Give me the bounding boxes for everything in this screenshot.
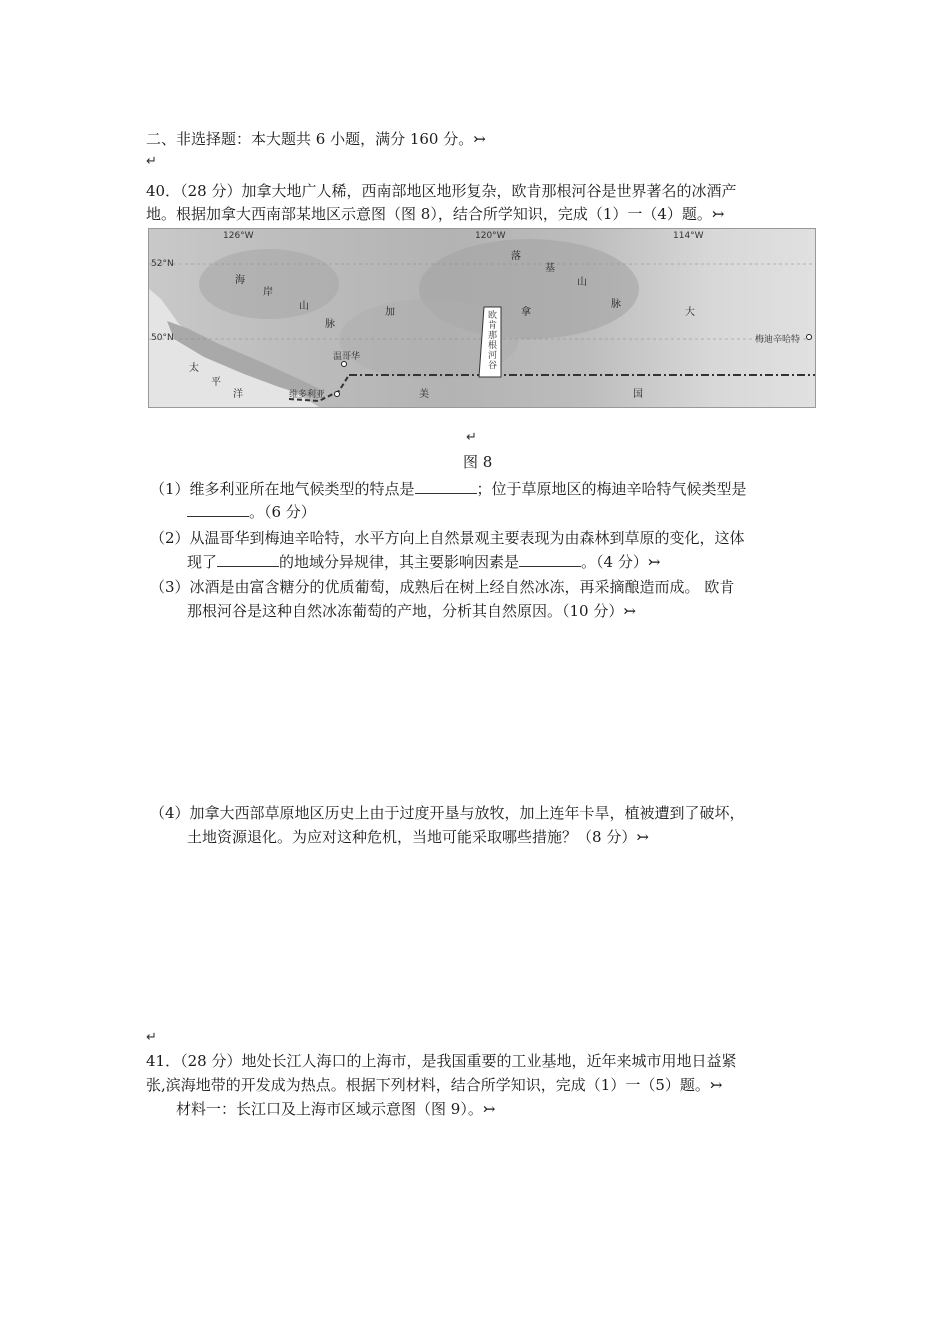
coast-label-3: 山 [299,301,309,312]
rocky-label-2: 基 [545,263,555,274]
rocky-label-1: 落 [511,251,521,262]
coast-label-2: 岸 [263,287,273,298]
q40-sub1-line2: 。（6 分） [187,501,316,523]
answer-blank[interactable] [519,552,581,567]
answer-blank[interactable] [415,479,477,494]
q40-sub4-line2: 土地资源退化。为应对这种危机，当地可能采取哪些措施？（8 分）↣ [187,828,649,846]
lat-50-label: 50°N [151,333,174,343]
canada-map-figure [148,228,816,408]
rocky-label-4: 脉 [611,299,621,310]
vancouver-dot [342,362,347,367]
answer-blank[interactable] [217,552,279,567]
q40-sub1-line1: （1）维多利亚所在地气候类型的特点是 ；位于草原地区的梅迪辛哈特气候类型是 [150,480,747,498]
answer-blank[interactable] [187,502,249,517]
usa-label-2: 国 [633,389,643,400]
q40-sub2-line2: 现了 的地域分异规律，其主要影响因素是 。（4 分）↣ [187,553,661,571]
paragraph-mark-icon: ↵ [466,430,477,445]
q40-line1: 40．（28 分）加拿大地广人稀，西南部地区地形复杂，欧肯那根河谷是世界著名的冰酒产 [146,182,737,200]
victoria-dot [335,392,340,397]
q41-line2: 张,滨海地带的开发成为热点。根据下列材料，结合所学知识，完成（1）一（5）题。↣ [146,1076,723,1094]
map-terrain [149,229,815,407]
q41-line1: 41．（28 分）地处长江人海口的上海市，是我国重要的工业基地，近年来城市用地日益紧 [146,1052,737,1070]
q40-sub3-line2: 那根河谷是这种自然冰冻葡萄的产地，分析其自然原因。（10 分）↣ [187,602,636,620]
medicine-hat-label: 梅迪辛哈特 [755,335,801,345]
paragraph-mark-icon: ↵ [146,1030,157,1045]
return-mark: ↣ [473,130,486,148]
lon-114-label: 114°W [673,231,704,241]
lon-120-label: 120°W [475,231,506,241]
ocean-label-2: 平 [211,377,221,388]
ocean-label-3: 洋 [233,389,243,400]
medicine-hat-dot [807,335,812,340]
q40-sub3-line1: （3）冰酒是由富含糖分的优质葡萄，成熟后在树上经自然冰冻，再采摘酿造而成。 欧肯 [150,578,735,596]
coast-label-1: 海 [235,275,245,286]
coast-label-4: 脉 [325,319,335,330]
victoria-label: 维多利亚 [289,390,326,400]
q40-sub4-line1: （4）加拿大西部草原地区历史上由于过度开垦与放牧，加上连年卡旱，植被遭到了破坏， [150,804,745,822]
canada-label-3: 大 [685,307,695,318]
vancouver-label: 温哥华 [333,352,361,362]
q40-sub2-line1: （2）从温哥华到梅迪辛哈特，水平方向上自然景观主要表现为由森林到草原的变化，这体 [150,529,745,547]
canada-label-1: 加 [385,307,395,318]
usa-label-1: 美 [419,389,429,400]
lon-126-label: 126°W [223,231,254,241]
q40-line2: 地。根据加拿大西南部某地区示意图（图 8），结合所学知识，完成（1）一（4）题。↣ [146,205,725,223]
rocky-label-3: 山 [577,277,587,288]
figure-caption: 图 8 [463,453,493,471]
lat-52-label: 52°N [151,259,174,269]
canada-label-2: 拿 [521,307,531,318]
q41-material1: 材料一：长江口及上海市区域示意图（图 9）。↣ [176,1100,496,1118]
paragraph-mark-icon: ↵ [146,154,157,169]
section-header: 二、非选择题：本大题共 6 小题，满分 160 分。↣ [146,130,486,148]
ocean-label-1: 太 [189,363,199,374]
valley-label: 欧肯那根河谷 [488,311,498,371]
